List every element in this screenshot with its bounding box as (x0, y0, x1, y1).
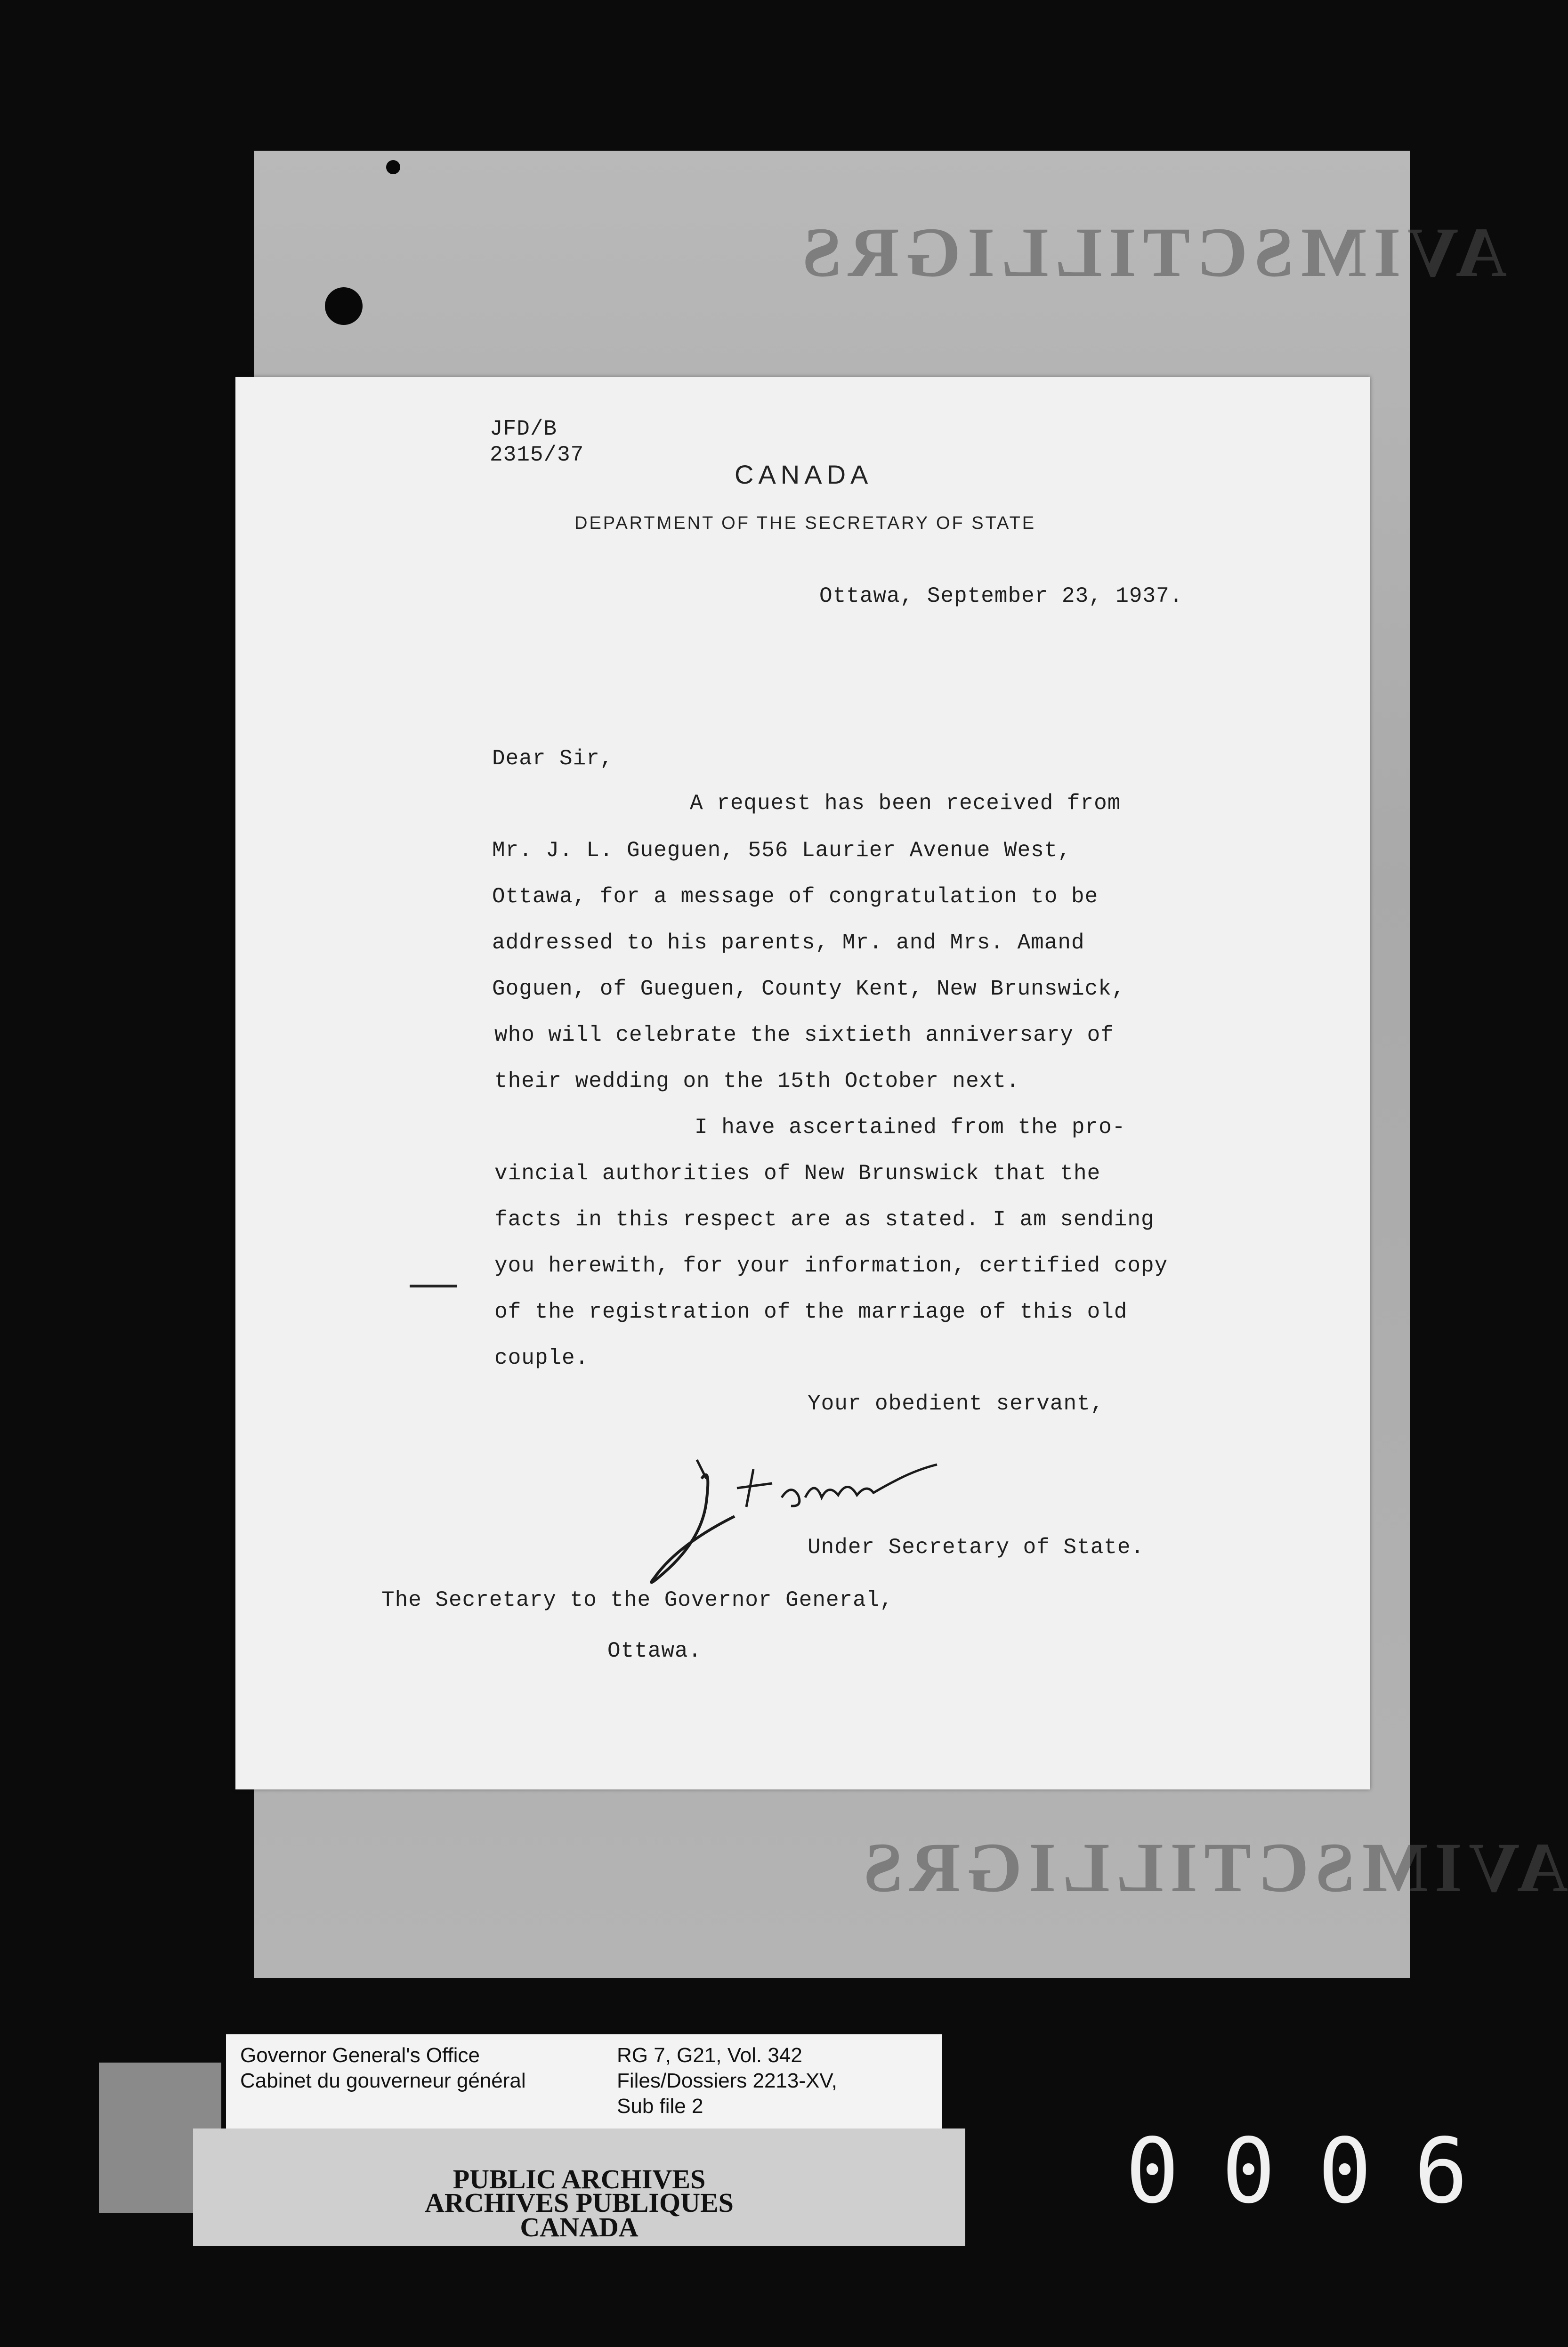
body-line: their wedding on the 15th October next. (494, 1069, 1020, 1093)
body-line: of the registration of the marriage of this old (494, 1300, 1128, 1324)
body-line: addressed to his parents, Mr. and Mrs. Amand (492, 931, 1085, 955)
handwritten-signature (636, 1450, 975, 1601)
closing: Your obedient servant, (808, 1392, 1104, 1416)
office-name-en: Governor General's Office (240, 2044, 480, 2067)
body-line: Ottawa, for a message of congratulation to be (492, 884, 1099, 909)
file-reference: JFD/B (490, 417, 558, 441)
date-line: Ottawa, September 23, 1937. (819, 584, 1183, 608)
recipient-city: Ottawa. (607, 1639, 702, 1663)
frame-number: 0006 (1125, 2119, 1511, 2223)
file-numbers: Files/Dossiers 2213-XV, (617, 2069, 837, 2092)
file-number: 2315/37 (490, 443, 584, 467)
margin-mark (410, 1285, 457, 1287)
stamp-line-1: PUBLIC ARCHIVES (453, 2164, 706, 2194)
archives-stamp (193, 2128, 965, 2246)
archive-label (226, 2034, 942, 2143)
recipient: The Secretary to the Governor General, (381, 1588, 893, 1612)
body-line: facts in this respect are as stated. I am sending (494, 1207, 1155, 1232)
body-line: Goguen, of Gueguen, County Kent, New Brunswick, (492, 977, 1125, 1001)
body-line: A request has been received from (690, 791, 1121, 816)
body-line: Mr. J. L. Gueguen, 556 Laurier Avenue West, (492, 838, 1071, 863)
stamp-line-2: ARCHIVES PUBLIQUES (425, 2187, 734, 2218)
body-line: you herewith, for your information, certified copy (494, 1254, 1168, 1278)
bleed-through-letterhead: AVIMSCTILLIGRS (796, 213, 1507, 291)
letter-sheet (235, 377, 1370, 1789)
punch-hole (386, 160, 400, 174)
bleed-through-letterhead: AVIMSCTILLIGRS (857, 1829, 1568, 1907)
letterhead-department: DEPARTMENT OF THE SECRETARY OF STATE (574, 513, 1036, 533)
stamp-line-3: CANADA (520, 2212, 639, 2242)
punch-hole (325, 287, 363, 325)
salutation: Dear Sir, (492, 746, 614, 771)
body-line: couple. (494, 1346, 589, 1370)
body-line: vincial authorities of New Brunswick that the (494, 1161, 1101, 1186)
record-group: RG 7, G21, Vol. 342 (617, 2044, 802, 2067)
body-line: I have ascertained from the pro- (695, 1115, 1126, 1140)
signer-title: Under Secretary of State. (808, 1535, 1145, 1560)
body-line: who will celebrate the sixtieth anniversary of (494, 1023, 1114, 1047)
office-name-fr: Cabinet du gouverneur général (240, 2069, 526, 2092)
sub-file: Sub file 2 (617, 2095, 703, 2118)
letterhead-country: CANADA (735, 460, 873, 489)
